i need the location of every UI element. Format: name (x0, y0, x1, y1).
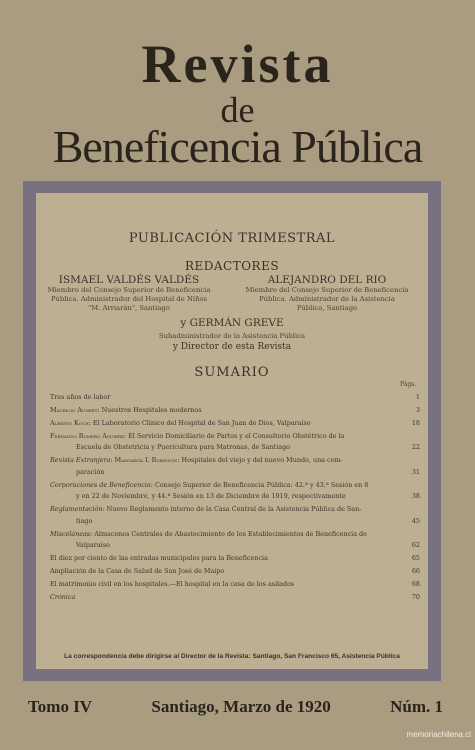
toc-section: Revista Extranjera: (50, 456, 113, 465)
toc-entry-text (50, 392, 404, 403)
editor-greve: y GERMÁN GREVE (180, 317, 284, 329)
footer (28, 697, 443, 717)
toc-page-number: 70 (411, 593, 420, 602)
watermark: memoriachilena.cl (406, 730, 471, 739)
toc-title: Nuestros Hospitales modernos (101, 406, 202, 414)
toc-entry (50, 553, 420, 564)
toc-entry-text (50, 504, 404, 527)
editor-affiliation: Miembro del Consejo Superior de Beneficencia (47, 286, 211, 294)
sumario-heading: SUMARIO (194, 365, 270, 380)
toc-title: El diez por ciento de las entradas municipales para la Beneficencia (50, 554, 268, 563)
toc-line (50, 480, 404, 491)
toc-title: Tres años de labor (50, 393, 111, 401)
toc-entry-text (50, 553, 404, 564)
toc-entry-text (50, 431, 404, 454)
toc-title: Hospitales del viejo y del nuevo Mundo, una com- (181, 456, 343, 465)
toc-page-number: 65 (411, 554, 420, 563)
toc-section: Corporaciones de Beneficencia: (50, 480, 153, 489)
title-de: de (220, 90, 255, 130)
title-beneficencia-publica: Beneficencia Pública (52, 121, 423, 172)
toc-line (50, 392, 404, 403)
cover-frame (23, 181, 441, 681)
content-panel (36, 193, 428, 669)
toc-title: El Servicio Domiciliario de Partos y el Consultorio Obstétrico de la (128, 432, 345, 440)
volume-label: Tomo IV (28, 697, 93, 716)
toc-title: El Laboratorio Clínico del Hospital de San Juan de Dios, Valparaíso (92, 419, 311, 427)
toc-page-number: 38 (411, 492, 420, 501)
toc-line (50, 516, 404, 527)
toc-title: Valparaíso (76, 541, 110, 550)
toc-page-number: 62 (411, 541, 420, 550)
toc-entry (50, 480, 420, 503)
pages-column-header: Págs. (400, 381, 417, 388)
toc-page-number: 45 (411, 516, 420, 525)
toc-entry (50, 405, 420, 416)
toc-title: Almacenes Centrales de Abastecimiento de los Establecimientos de Beneficencia de (94, 529, 367, 538)
toc-entry-text (50, 592, 404, 603)
toc-line (50, 491, 404, 502)
editor-del-rio (236, 274, 418, 313)
toc-author: Mauricio Aunert: (50, 406, 100, 414)
toc-title: Nuevo Reglamento interno de la Casa Central de la Asistencia Pública de San- (106, 505, 362, 514)
toc-entry-text (50, 405, 404, 416)
toc-title: tiago (76, 516, 93, 525)
toc-entry-text (50, 529, 404, 552)
toc-line (50, 579, 404, 590)
toc-title: paración (76, 467, 105, 476)
editor-affiliation: "M. Arriarán", Santiago (88, 304, 170, 312)
toc-page-number: 66 (411, 567, 420, 576)
redactores-heading: REDACTORES (184, 259, 280, 273)
toc-page-number: 3 (415, 406, 420, 414)
editor-affiliation: Pública. Administrador de la Asistencia (259, 295, 395, 303)
toc-entry-text (50, 418, 404, 429)
toc-section: Misceláneas: (50, 529, 93, 538)
toc-entry-text (50, 566, 404, 577)
issue-number: Núm. 1 (390, 697, 443, 716)
editor-affiliation: Miembro del Consejo Superior de Beneficencia (245, 286, 409, 294)
toc-page-number: 68 (411, 580, 420, 589)
toc-entry (50, 392, 420, 403)
toc-page-number: 22 (411, 443, 420, 452)
toc-line (50, 431, 404, 442)
title-revista: Revista (141, 34, 334, 94)
editor-name: ISMAEL VALDÉS VALDÉS (58, 274, 200, 286)
toc-page-number: 18 (411, 419, 420, 427)
editor-greve-director: y Director de esta Revista (172, 342, 292, 352)
toc-line (50, 592, 404, 603)
correspondence-note: La correspondencia debe dirigirse al Director de la Revista: Santiago, San Francisco 65, Asistencia Pública (64, 653, 400, 660)
toc-entry (50, 455, 420, 478)
toc-line (50, 504, 404, 515)
editor-greve-affiliation: Subadministrador de la Asistencia Pública (158, 332, 306, 340)
editor-affiliation: Pública, Santiago (296, 304, 358, 312)
toc-line (50, 467, 404, 478)
toc-title: Consejo Superior de Beneficencia Pública: 42.ª y 43.ª Sesión en 8 (154, 480, 369, 489)
toc-entry-text (50, 579, 404, 590)
editor-valdes (38, 274, 220, 313)
toc-entry (50, 592, 420, 603)
toc-entry (50, 579, 420, 590)
toc-entry (50, 418, 420, 429)
place-date: Santiago, Marzo de 1920 (151, 697, 331, 716)
toc-title: y en 22 de Noviembre, y 44.ª Sesión en 13 de Diciembre de 1919, respectivamente (76, 492, 346, 501)
toc-page-number: 1 (415, 393, 420, 401)
toc-line (50, 405, 404, 416)
toc-line (50, 540, 404, 551)
toc-entry (50, 529, 420, 552)
toc-title: Escuela de Obstetricia y Puericultura para Matronas, de Santiago (76, 443, 291, 452)
toc-entry-text (50, 480, 404, 503)
toc-entry-text (50, 455, 404, 478)
toc-line (50, 418, 404, 429)
editor-affiliation: Pública. Administrador del Hospital de Niños (50, 295, 208, 303)
toc-author: Fernando Romero Aguirre: (50, 432, 127, 440)
toc-title: Ampliación de la Casa de Salud de San José de Maipo (50, 567, 225, 576)
toc-line (50, 553, 404, 564)
toc-author: Alberto Koch: (50, 419, 91, 427)
toc-line (50, 442, 404, 453)
toc-line (50, 455, 404, 466)
toc-entry (50, 504, 420, 527)
toc-author: Margarita I. Robinson: (114, 456, 180, 465)
toc-page-number: 31 (411, 467, 420, 476)
toc-entry (50, 431, 420, 454)
toc-line (50, 566, 404, 577)
toc-title: El matrimonio civil en los hospitales.—El hospital en la casa de los asilados (50, 580, 295, 589)
editor-name: ALEJANDRO DEL RIO (267, 274, 387, 286)
toc-section: Reglamentación: (50, 505, 105, 514)
toc-entry (50, 566, 420, 577)
toc-section: Crónica (50, 593, 76, 602)
publication-frequency: PUBLICACIÓN TRIMESTRAL (128, 231, 336, 246)
toc-line (50, 529, 404, 540)
table-of-contents (50, 392, 420, 605)
